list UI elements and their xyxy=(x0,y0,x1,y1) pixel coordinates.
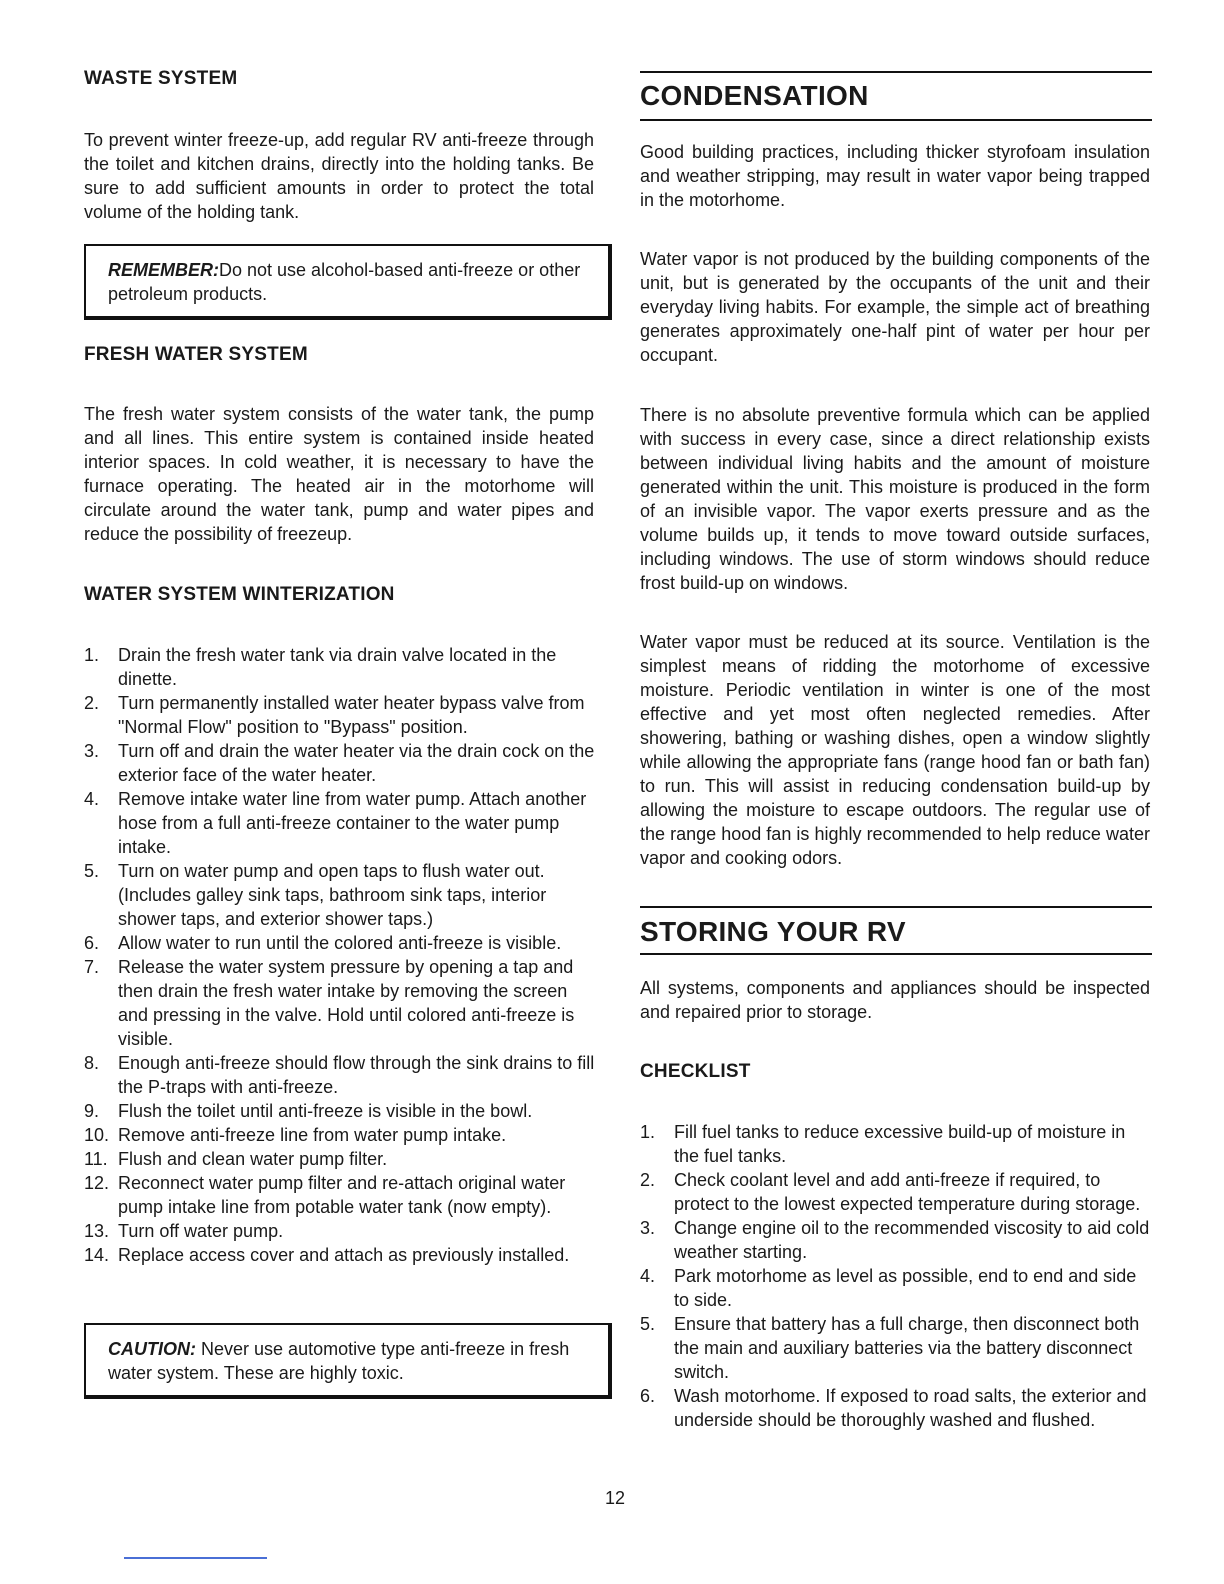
storing-heading: STORING YOUR RV xyxy=(640,916,906,947)
condensation-heading: CONDENSATION xyxy=(640,80,869,111)
condensation-paragraph: Water vapor must be reduced at its source. Ventilation is the simplest means of ridding the motorhome of excessive moisture. Periodic ventilation in winter is one of the most effective and yet most often neglected remedies. After showering, bathing or washing dishes, open a window slightly while allowing the appropriate fans (range hood fan or bath fan) to run. This will assist in reducing condensation build-up by allowing the moisture to escape outdoors. The regular use of the range hood fan is highly recommended to help reduce water vapor and cooking odors. xyxy=(640,632,1150,868)
page-number: 12 xyxy=(604,1488,626,1508)
condensation-paragraph: Water vapor is not produced by the building components of the unit, but is generated by the occupants of the unit and their everyday living habits. For example, the simple act of breathing generates approximately one-half pint of water per hour per occupant. xyxy=(640,249,1150,365)
rule-top xyxy=(640,71,1152,73)
list-item: 13. Turn off water pump. xyxy=(84,1221,284,1241)
list-item: 1. Fill fuel tanks to reduce excessive build-up of moisture in the fuel tanks. xyxy=(640,1122,1126,1166)
list-item: 6. Wash motorhome. If exposed to road salts, the exterior and underside should be thoroughly washed and flushed. xyxy=(640,1386,1147,1430)
caution-note-box xyxy=(84,1323,612,1399)
list-item: 4. Park motorhome as level as possible, end to end and side to side. xyxy=(640,1266,1137,1310)
winterization-heading: WATER SYSTEM WINTERIZATION xyxy=(84,584,395,605)
list-item: 4. Remove intake water line from water pump. Attach another hose from a full anti-freeze container to the water pump intake. xyxy=(84,789,587,857)
fresh-water-text: The fresh water system consists of the water tank, the pump and all lines. This entire system is contained inside heated interior spaces. In cold weather, it is necessary to have the furnace operating. The heated air in the motorhome will circulate around the water tank, pump and water pipes and reduce the possibility of freezeup. xyxy=(84,404,594,544)
winterization-steps xyxy=(84,643,596,1267)
list-item: 1. Drain the fresh water tank via drain valve located in the dinette. xyxy=(84,645,557,689)
rule-bottom xyxy=(640,119,1152,121)
remember-text: Do not use alcohol-based anti-freeze or other petroleum products. xyxy=(108,260,581,304)
remember-label: REMEMBER: xyxy=(108,260,219,280)
fresh-water-heading: FRESH WATER SYSTEM xyxy=(84,344,308,365)
list-item: 14. Replace access cover and attach as previously installed. xyxy=(84,1245,570,1265)
list-item: 2. Turn permanently installed water heater bypass valve from "Normal Flow" position to "Bypass" position. xyxy=(84,693,585,737)
list-item: 5. Ensure that battery has a full charge, then disconnect both the main and auxiliary batteries via the battery disconnect switch. xyxy=(640,1314,1140,1382)
list-item: 9. Flush the toilet until anti-freeze is visible in the bowl. xyxy=(84,1101,533,1121)
caution-text: Never use automotive type anti-freeze in fresh water system. These are highly toxic. xyxy=(108,1339,570,1383)
list-item: 3. Change engine oil to the recommended viscosity to aid cold weather starting. xyxy=(640,1218,1150,1262)
checklist-heading: CHECKLIST xyxy=(640,1061,751,1082)
list-item: 10. Remove anti-freeze line from water pump intake. xyxy=(84,1125,507,1145)
list-item: 8. Enough anti-freeze should flow through the sink drains to fill the P-traps with anti-freeze. xyxy=(84,1053,595,1097)
condensation-paragraph: There is no absolute preventive formula which can be applied with success in every case, since a direct relationship exists between individual living habits and the amount of moisture generated within the unit. This moisture is produced in the form of an invisible vapor. The vapor exerts pressure and as the volume builds up, it tends to move toward outside surfaces, including windows. The use of storm windows should reduce frost build-up on windows. xyxy=(640,405,1150,593)
rule-top xyxy=(640,906,1152,908)
condensation-paragraph: Good building practices, including thicker styrofoam insulation and weather stripping, may result in water vapor being trapped in the motorhome. xyxy=(640,142,1150,210)
footer-rule xyxy=(124,1557,267,1559)
list-item: 7. Release the water system pressure by opening a tap and then drain the fresh water intake by removing the screen and pressing in the valve. Hold until colored anti-freeze is visible. xyxy=(84,957,575,1049)
list-item: 11. Flush and clean water pump filter. xyxy=(84,1149,388,1169)
rule-bottom xyxy=(640,953,1152,955)
list-item: 6. Allow water to run until the colored anti-freeze is visible. xyxy=(84,933,562,953)
remember-note-box xyxy=(84,244,612,320)
list-item: 3. Turn off and drain the water heater via the drain cock on the exterior face of the water heater. xyxy=(84,741,595,785)
waste-system-text: To prevent winter freeze-up, add regular RV anti-freeze through the toilet and kitchen drains, directly into the holding tanks. Be sure to add sufficient amounts in order to protect the total volume of the holding tank. xyxy=(84,130,594,222)
list-item: 5. Turn on water pump and open taps to flush water out. (Includes galley sink taps, bathroom sink taps, interior shower taps, and exterior shower taps.) xyxy=(84,861,547,929)
list-item: 2. Check coolant level and add anti-freeze if required, to protect to the lowest expected temperature during storage. xyxy=(640,1170,1141,1214)
list-item: 12. Reconnect water pump filter and re-attach original water pump intake line from potable water tank (now empty). xyxy=(84,1173,566,1217)
storage-checklist xyxy=(640,1120,1152,1432)
caution-label: CAUTION: xyxy=(108,1339,196,1359)
waste-system-heading: WASTE SYSTEM xyxy=(84,68,238,89)
storing-intro: All systems, components and appliances should be inspected and repaired prior to storage. xyxy=(640,978,1150,1022)
